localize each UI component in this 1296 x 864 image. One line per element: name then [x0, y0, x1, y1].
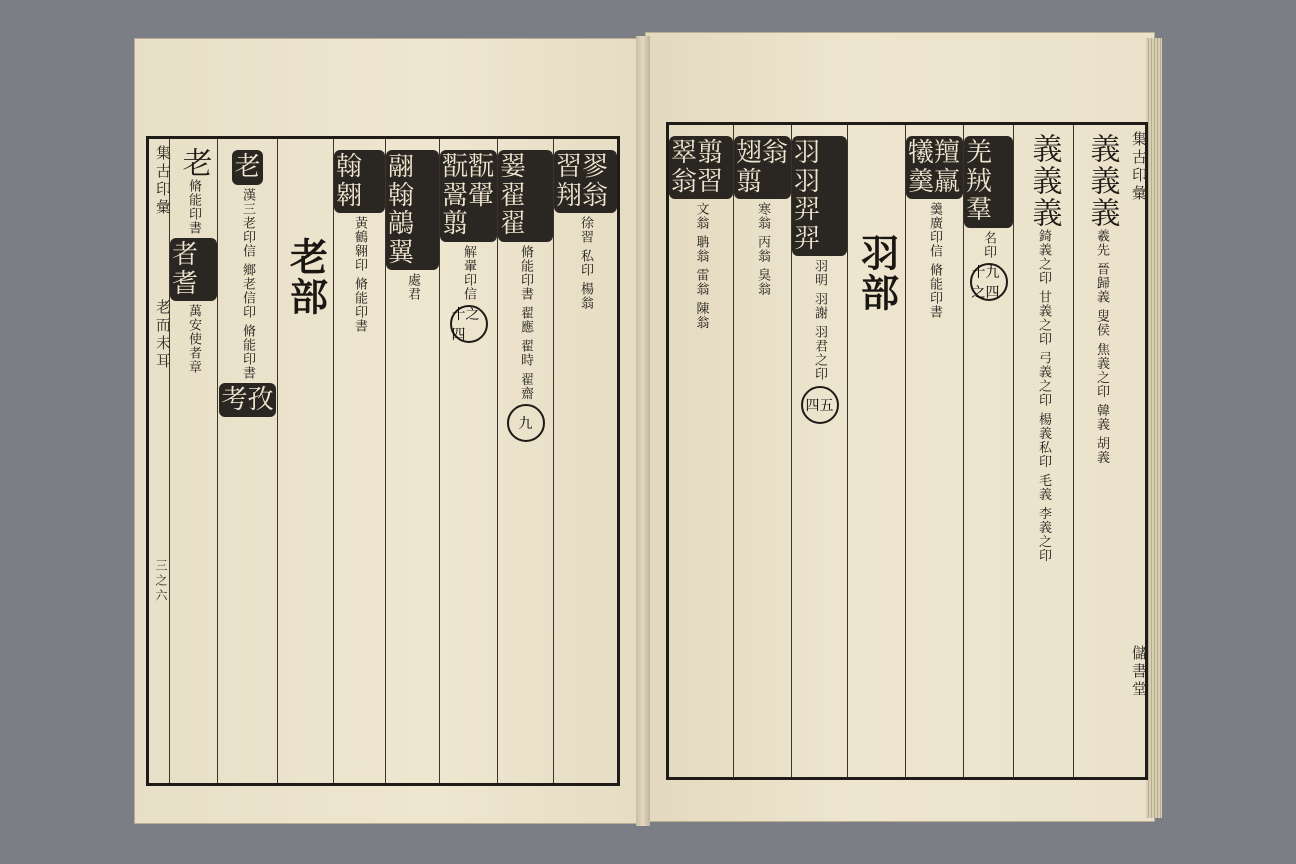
annotation: 黃鶴翱印 脩能印書: [352, 216, 367, 334]
numbered-circle: 十之四: [450, 305, 488, 343]
left-column-5: [439, 139, 497, 783]
seal-impression: 翰翱: [334, 150, 385, 213]
annotation: 處君: [405, 273, 420, 302]
left-column-7: [553, 139, 617, 783]
left-column-1: [169, 139, 217, 783]
seal-impression: 犧羶羹羸: [906, 136, 963, 199]
annotation: 羹廣印信 脩能印書: [927, 202, 942, 320]
right-column-6: [1013, 125, 1073, 777]
left-heading-column: [277, 139, 333, 783]
numbered-circle: 九: [507, 404, 545, 442]
seal-impression: 翫翫翯翬翦: [440, 150, 497, 242]
seal-impression: 老: [232, 150, 262, 185]
seal-impression: 翠翦翁習: [669, 136, 733, 199]
right-running-head: 集古印彙: [1130, 131, 1148, 203]
left-folio: 三之六: [154, 559, 168, 604]
left-column-6: [497, 139, 553, 783]
seal-impression: 翣翟翟: [498, 150, 553, 242]
right-column-2: [733, 125, 791, 777]
left-page-heading: 老部: [283, 237, 329, 317]
annotation: 文翁 聃翁 雷翁 陳翁: [693, 202, 709, 330]
left-column-2: [217, 139, 277, 783]
seal-impression: 翮翰鶮翼: [386, 150, 439, 270]
annotation: 徐習 私印 楊翁: [578, 216, 593, 311]
seal-impression: 翅翁翦: [734, 136, 791, 199]
seal-impression: 考孜: [219, 383, 275, 418]
right-side-label: 儲書堂: [1130, 645, 1148, 699]
glyph-group: 義義義: [1026, 133, 1062, 229]
right-heading-column: [847, 125, 905, 777]
annotation: 解翬印信: [461, 244, 476, 301]
right-text-frame: [666, 122, 1148, 780]
annotation: 名印: [981, 230, 996, 259]
annotation: 萬安使者章: [186, 304, 201, 375]
numbered-circle: 四五: [801, 386, 839, 424]
seal-impression: 羌羢羣: [964, 136, 1013, 228]
annotation: 羽明 羽謝 羽君之印: [812, 259, 827, 382]
right-page-heading: 羽部: [854, 233, 900, 313]
annotation: 錡義之印 甘義之印 弓義之印 楊義私印 毛義 李義之印: [1036, 229, 1051, 563]
right-column-7: [1073, 125, 1129, 777]
left-text-frame: [146, 136, 620, 786]
annotation: 脩能印書 翟應 翟時 翟齋: [518, 244, 533, 401]
seal-impression: 羽羽羿羿: [792, 136, 847, 256]
seal-impression: 者耆: [170, 238, 217, 301]
glyph-group: 義義義: [1084, 133, 1120, 229]
annotation: 漢三老印信 鄉老信印 脩能印書: [240, 187, 255, 380]
glyph-group: 老: [176, 147, 212, 179]
right-column-5: [963, 125, 1013, 777]
left-column-4: [385, 139, 439, 783]
right-column-3: [791, 125, 847, 777]
left-section-label: 老而未耳: [154, 299, 172, 371]
left-running-head: 集古印彙: [154, 145, 172, 217]
left-column-3: [333, 139, 385, 783]
numbered-circle: 十九之四: [970, 263, 1008, 301]
book-spine: [636, 36, 650, 826]
right-column-4: [905, 125, 963, 777]
seal-impression: 習翏翔翁: [554, 150, 617, 213]
annotation: 寒翁 丙翁 臭翁: [755, 202, 770, 297]
annotation: 羲先 晉歸義 叟侯 焦義之印 韓義 胡義: [1094, 229, 1109, 465]
right-column-1: [669, 125, 733, 777]
annotation: 脩能印書: [186, 179, 201, 235]
